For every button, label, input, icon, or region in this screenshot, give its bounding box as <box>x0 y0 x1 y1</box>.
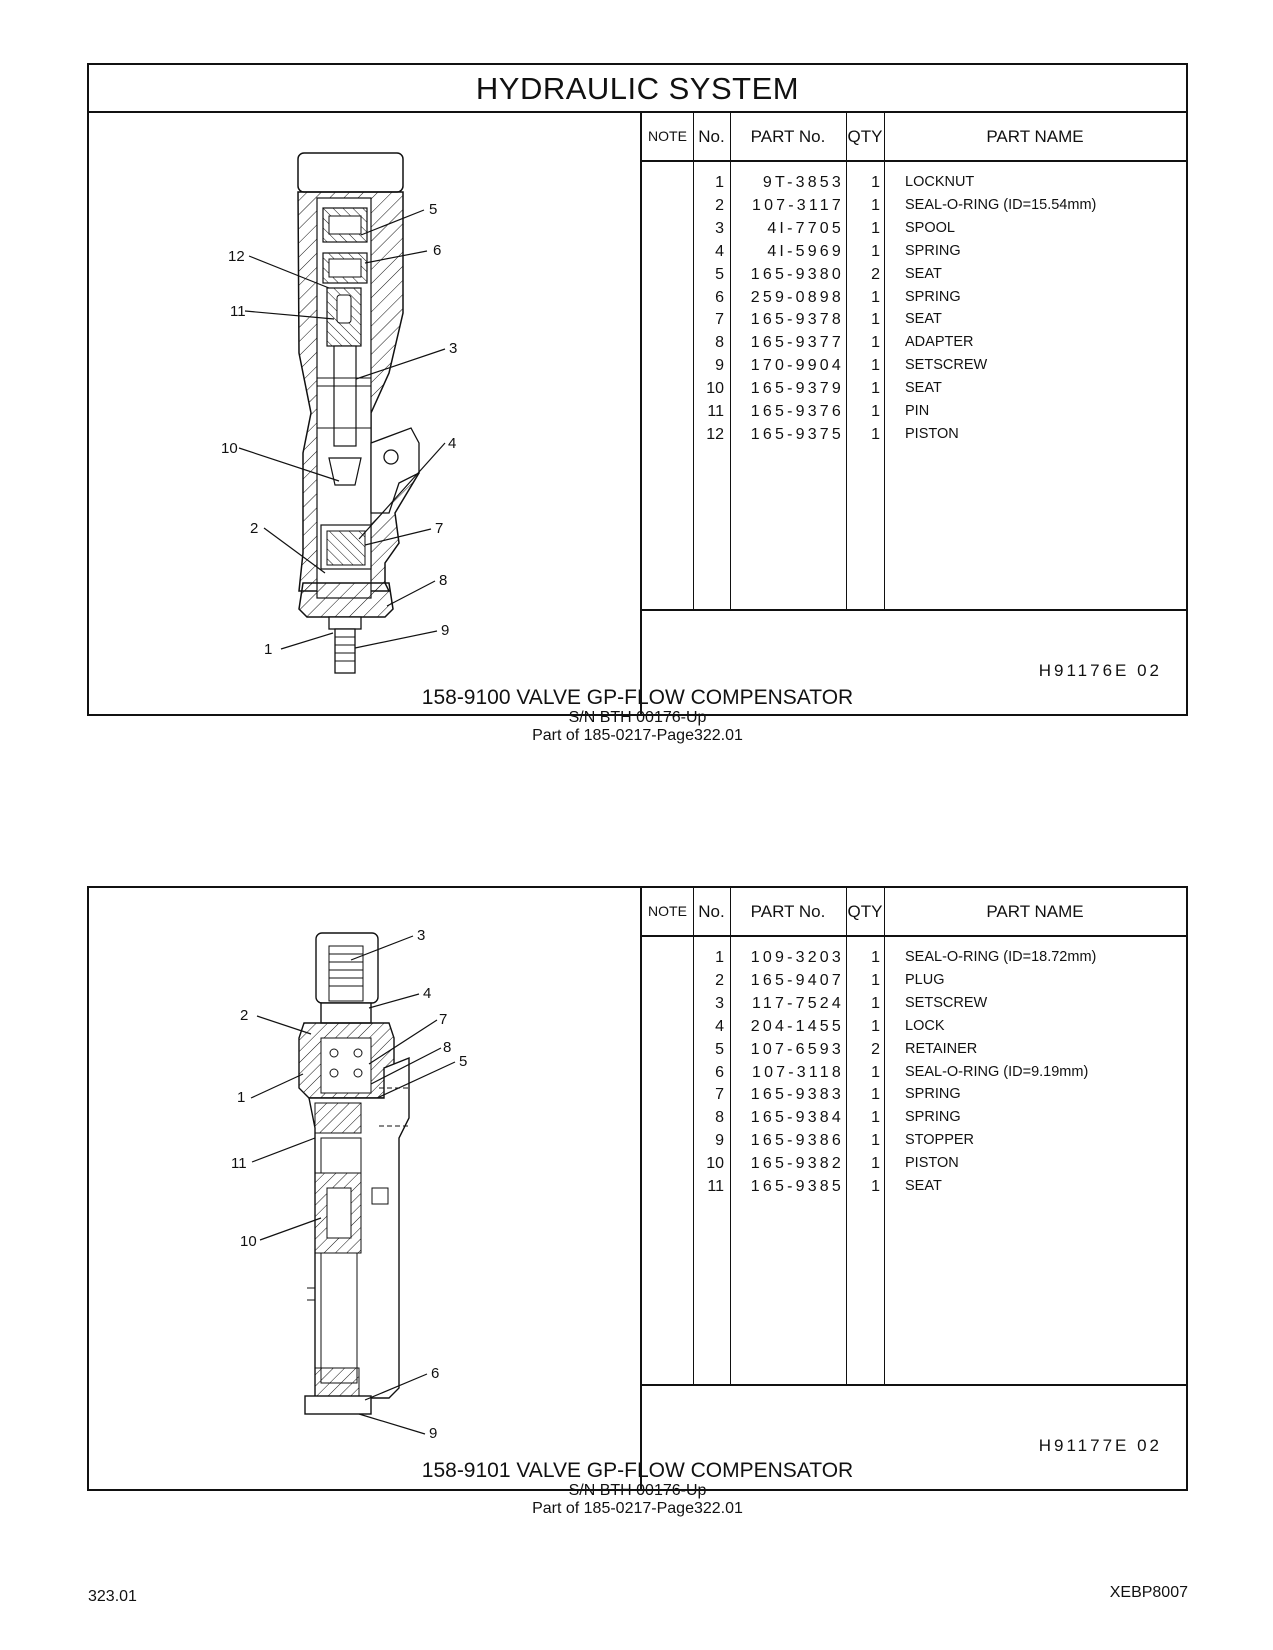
item-number: 9 <box>715 357 724 375</box>
item-number: 1 <box>715 174 724 191</box>
item-number: 2 <box>715 196 724 214</box>
part-number: 109-3203 <box>750 949 844 966</box>
exploded-view-158-9100 <box>89 113 640 714</box>
item-number: 7 <box>715 1086 724 1104</box>
callout-7: 7 <box>435 520 444 537</box>
group-title: 158-9100 VALVE GP-FLOW COMPENSATOR <box>421 686 854 709</box>
header-part-no: PART No. <box>750 902 826 921</box>
header-qty: QTY <box>847 127 883 146</box>
part-number: 107-6593 <box>750 1040 844 1058</box>
callout-5: 5 <box>459 1053 468 1070</box>
part-name: SEAT <box>905 380 942 397</box>
part-number: 165-9376 <box>750 403 844 420</box>
part-name: SETSCREW <box>905 994 988 1011</box>
callout-9: 9 <box>441 622 450 639</box>
item-number: 4 <box>715 1017 724 1035</box>
callout-11: 11 <box>231 1155 247 1172</box>
part-number: 165-9379 <box>750 380 844 398</box>
part-name: PLUG <box>905 971 945 988</box>
quantity: 2 <box>871 1040 880 1058</box>
part-of-reference: Part of 185-0217-Page322.01 <box>532 1500 743 1517</box>
part-number: 107-3117 <box>751 196 844 214</box>
callout-6: 6 <box>433 242 442 259</box>
quantity: 1 <box>871 288 880 306</box>
group-title: 158-9101 VALVE GP-FLOW COMPENSATOR <box>421 1459 854 1482</box>
part-name: SEAL-O-RING (ID=18.72mm) <box>905 949 1097 965</box>
parts-panel-1 <box>87 63 1188 716</box>
header-no: No. <box>698 127 725 146</box>
table-row <box>642 354 1186 377</box>
table-header <box>642 113 1186 162</box>
item-number: 7 <box>715 311 724 329</box>
callout-4: 4 <box>448 435 457 452</box>
table-row <box>642 331 1186 354</box>
part-number: 204-1455 <box>750 1017 844 1035</box>
item-number: 5 <box>715 265 724 283</box>
table-row <box>642 1015 1186 1038</box>
item-number: 8 <box>715 1109 724 1127</box>
parts-table-1 <box>640 113 1186 714</box>
part-name: SEAL-O-RING (ID=15.54mm) <box>905 196 1097 213</box>
part-number: 165-9385 <box>750 1178 844 1195</box>
callout-5: 5 <box>429 201 438 218</box>
part-number: 165-9377 <box>750 334 844 352</box>
quantity: 1 <box>871 425 880 443</box>
quantity: 1 <box>871 311 880 329</box>
quantity: 1 <box>871 219 880 237</box>
part-number: 165-9378 <box>750 311 844 329</box>
header-note: NOTE <box>648 903 687 919</box>
header-no: No. <box>698 902 725 921</box>
callout-3: 3 <box>417 927 426 944</box>
part-name: SPRING <box>905 242 961 259</box>
serial-range: S/N BTH 00176-Up <box>568 709 707 726</box>
part-name: SEAT <box>905 1178 942 1194</box>
quantity: 1 <box>871 1132 880 1150</box>
callout-1: 1 <box>237 1089 246 1106</box>
part-number: 165-9407 <box>750 971 844 989</box>
part-number: 9T-3853 <box>762 174 844 191</box>
item-number: 6 <box>715 288 724 306</box>
part-name: LOCK <box>905 1017 945 1034</box>
part-number: 4I-5969 <box>767 242 844 260</box>
item-number: 9 <box>715 1132 724 1150</box>
table-header <box>642 888 1186 937</box>
table-row <box>642 400 1186 423</box>
exploded-view-158-9101 <box>89 888 640 1489</box>
document-code: XEBP8007 <box>1109 1584 1188 1601</box>
item-number: 4 <box>715 242 724 260</box>
item-number: 11 <box>707 1178 724 1195</box>
callout-10: 10 <box>221 440 238 457</box>
item-number: 12 <box>706 425 724 443</box>
callout-7: 7 <box>439 1011 448 1028</box>
part-name: RETAINER <box>905 1040 978 1057</box>
parts-panel-2 <box>87 886 1188 1491</box>
quantity: 1 <box>871 334 880 352</box>
part-number: 4I-7705 <box>767 219 844 237</box>
part-number: 107-3118 <box>751 1063 844 1081</box>
table-row <box>642 217 1186 240</box>
parts-table-2 <box>640 888 1186 1489</box>
quantity: 2 <box>871 265 880 283</box>
quantity: 1 <box>871 1086 880 1104</box>
serial-range: S/N BTH 00176-Up <box>568 1482 707 1499</box>
part-number: 259-0898 <box>750 288 844 306</box>
table-row <box>642 423 1186 446</box>
quantity: 1 <box>871 994 880 1012</box>
item-number: 1 <box>715 949 724 966</box>
callout-6: 6 <box>431 1365 440 1382</box>
quantity: 1 <box>871 1063 880 1081</box>
drawing-code: H91176E 02 <box>1038 661 1162 680</box>
table-row <box>642 1152 1186 1175</box>
quantity: 1 <box>871 1109 880 1127</box>
part-name: SETSCREW <box>905 357 988 374</box>
table-row <box>642 377 1186 400</box>
callout-11: 11 <box>230 303 246 320</box>
table-footer-divider <box>642 609 1186 611</box>
header-part-no: PART No. <box>750 127 826 146</box>
quantity: 1 <box>871 357 880 375</box>
table-row <box>642 1083 1186 1106</box>
header-part-name: PART NAME <box>986 127 1084 146</box>
header-part-name: PART NAME <box>986 902 1084 921</box>
part-name: PISTON <box>905 425 959 442</box>
table-row <box>642 1061 1186 1084</box>
table-row <box>642 263 1186 286</box>
header-note: NOTE <box>648 128 687 144</box>
header-qty: QTY <box>847 902 883 921</box>
callout-9: 9 <box>429 1425 438 1442</box>
table-row <box>642 308 1186 331</box>
table-row <box>642 946 1186 969</box>
callout-4: 4 <box>423 985 432 1002</box>
item-number: 11 <box>707 403 724 420</box>
part-of-reference: Part of 185-0217-Page322.01 <box>532 727 743 744</box>
quantity: 1 <box>871 403 880 420</box>
drawing-code: H91177E 02 <box>1038 1436 1162 1455</box>
table-row <box>642 1106 1186 1129</box>
part-name: PISTON <box>905 1155 959 1172</box>
part-name: SEAL-O-RING (ID=9.19mm) <box>905 1063 1089 1080</box>
item-number: 8 <box>715 334 724 352</box>
table-row <box>642 1038 1186 1061</box>
callout-8: 8 <box>443 1039 452 1056</box>
table-row <box>642 1129 1186 1152</box>
part-number: 165-9375 <box>750 425 844 443</box>
callout-3: 3 <box>449 340 458 357</box>
table-row <box>642 286 1186 309</box>
part-name: SPRING <box>905 1109 961 1126</box>
item-number: 6 <box>715 1063 724 1081</box>
callout-2: 2 <box>250 520 259 537</box>
part-number: 165-9383 <box>750 1086 844 1104</box>
callout-2: 2 <box>240 1007 249 1024</box>
quantity: 1 <box>871 174 880 191</box>
item-number: 3 <box>715 994 724 1012</box>
table-row <box>642 240 1186 263</box>
callout-10: 10 <box>240 1233 257 1250</box>
callout-1: 1 <box>264 641 273 658</box>
group-caption-2 <box>87 1460 1188 1518</box>
part-name: SPRING <box>905 288 961 305</box>
page-number: 323.01 <box>88 1588 137 1605</box>
item-number: 3 <box>715 219 724 237</box>
part-number: 165-9386 <box>750 1132 844 1150</box>
item-number: 5 <box>715 1040 724 1058</box>
part-name: PIN <box>905 403 930 419</box>
valve-drawing-1 <box>89 113 640 714</box>
callout-12: 12 <box>228 248 245 265</box>
part-name: STOPPER <box>905 1132 975 1149</box>
quantity: 1 <box>871 949 880 966</box>
part-name: SEAT <box>905 311 942 328</box>
table-row <box>642 194 1186 217</box>
table-row <box>642 1175 1186 1198</box>
group-caption-1 <box>87 687 1188 745</box>
table-row <box>642 992 1186 1015</box>
quantity: 1 <box>871 196 880 214</box>
item-number: 10 <box>706 380 724 398</box>
part-number: 165-9384 <box>750 1109 844 1127</box>
quantity: 1 <box>871 1155 880 1173</box>
part-number: 165-9380 <box>750 265 844 283</box>
part-number: 170-9904 <box>750 357 844 375</box>
item-number: 2 <box>715 971 724 989</box>
quantity: 1 <box>871 971 880 989</box>
quantity: 1 <box>871 380 880 398</box>
part-name: LOCKNUT <box>905 174 975 190</box>
part-number: 117-7524 <box>751 994 844 1012</box>
quantity: 1 <box>871 1017 880 1035</box>
callout-8: 8 <box>439 572 448 589</box>
table-footer-divider <box>642 1384 1186 1386</box>
valve-drawing-2 <box>89 888 640 1489</box>
table-row <box>642 171 1186 194</box>
part-name: ADAPTER <box>905 334 974 351</box>
part-name: SPOOL <box>905 219 955 236</box>
quantity: 1 <box>871 1178 880 1195</box>
part-name: SPRING <box>905 1086 961 1103</box>
quantity: 1 <box>871 242 880 260</box>
item-number: 10 <box>706 1155 724 1173</box>
section-title: HYDRAULIC SYSTEM <box>89 65 1186 113</box>
table-row <box>642 969 1186 992</box>
part-name: SEAT <box>905 265 942 282</box>
part-number: 165-9382 <box>750 1155 844 1173</box>
